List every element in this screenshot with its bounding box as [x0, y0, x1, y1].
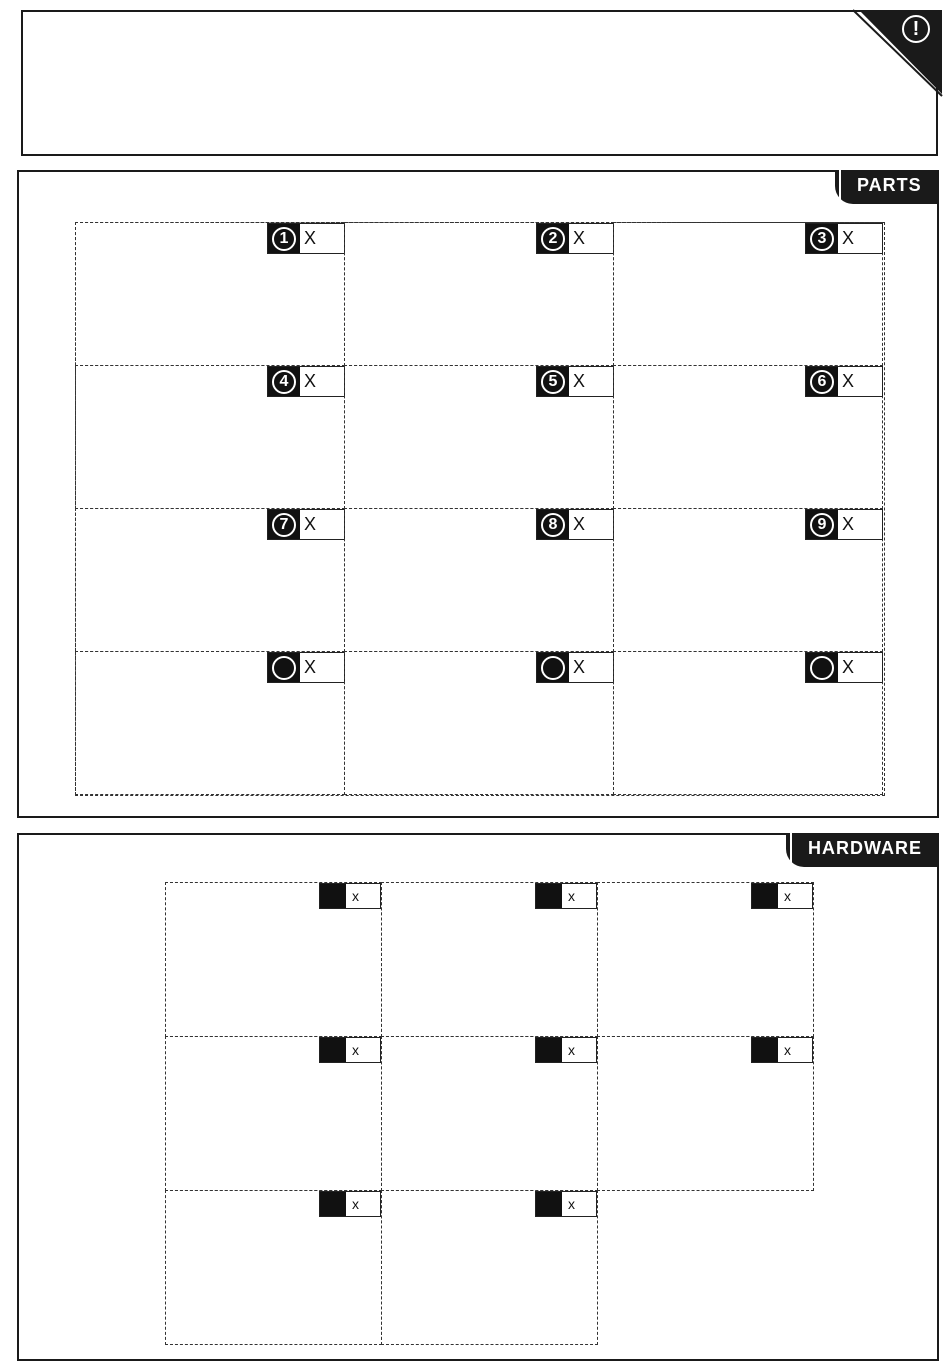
part-number: [810, 656, 834, 680]
short-bolt-icon: [686, 941, 736, 971]
hardware-number-badge: [320, 1192, 346, 1216]
part-cell: [344, 508, 614, 652]
exclamation-icon: [902, 15, 930, 43]
part-number: 3: [810, 227, 834, 251]
part-number-badge: [268, 653, 300, 682]
part-quantity-label: X: [573, 228, 586, 248]
leveling-foot-icon: [246, 1085, 306, 1151]
part-number-badge: [537, 510, 569, 539]
part-number-badge: [268, 510, 300, 539]
part-quantity-label: X: [573, 514, 586, 534]
exclamation-glyph: !: [912, 17, 920, 40]
part-number-badge: [806, 367, 838, 396]
handle-icon: [238, 1231, 320, 1281]
part-quantity-label: X: [842, 371, 855, 391]
hardware-quantity-label: x: [784, 1042, 791, 1058]
hardware-quantity-label: x: [568, 1042, 575, 1058]
part-quantity-box: [536, 223, 614, 254]
hardware-quantity-label: x: [568, 1196, 575, 1212]
parts-section: [17, 170, 939, 818]
hardware-section: [17, 833, 939, 1361]
notice-box: [21, 10, 938, 156]
drawer-front-icon: [714, 557, 800, 615]
cross-brace-icon: [381, 577, 581, 597]
allen-key-icon: [221, 935, 339, 985]
part-quantity-box: [536, 652, 614, 683]
part-number-badge: [537, 653, 569, 682]
part-number: 8: [541, 513, 565, 537]
part-number: [541, 656, 565, 680]
hardware-cell: [165, 1190, 382, 1345]
part-quantity-label: X: [842, 657, 855, 677]
hardware-quantity-box: [751, 1037, 813, 1063]
hardware-number-badge: [536, 1038, 562, 1062]
double-frame-icon: [465, 376, 505, 496]
panel-icon: [131, 280, 301, 328]
hardware-cell: [381, 1190, 598, 1345]
hardware-number-badge: [320, 884, 346, 908]
part-cell: [613, 508, 883, 652]
parts-title: PARTS: [835, 170, 939, 204]
hardware-quantity-box: [319, 1037, 381, 1063]
part-number: 7: [272, 513, 296, 537]
part-number-badge: [268, 224, 300, 253]
part-quantity-label: X: [842, 228, 855, 248]
part-number: 2: [541, 227, 565, 251]
part-cell: [75, 365, 345, 509]
part-number-badge: [806, 224, 838, 253]
part-number: 1: [272, 227, 296, 251]
hardware-number-badge: [752, 884, 778, 908]
hardware-quantity-label: x: [352, 888, 359, 904]
wood-screw-icon: [452, 1253, 544, 1271]
part-quantity-label: X: [573, 371, 586, 391]
part-cell: [344, 222, 614, 366]
part-number-badge: [537, 224, 569, 253]
part-quantity-box: [267, 366, 345, 397]
hardware-quantity-box: [319, 1191, 381, 1217]
part-number-badge: [806, 653, 838, 682]
hardware-cell: [165, 882, 382, 1037]
part-number-badge: [537, 367, 569, 396]
part-cell: [344, 365, 614, 509]
hardware-quantity-box: [319, 883, 381, 909]
wall-anchor-icon: [678, 1095, 768, 1123]
side-frame-icon: [724, 243, 778, 353]
part-cell: [75, 508, 345, 652]
hardware-title: HARDWARE: [786, 833, 939, 867]
hardware-cell: [597, 882, 814, 1037]
part-quantity-box: [267, 223, 345, 254]
part-quantity-label: X: [842, 514, 855, 534]
part-cell: [344, 651, 614, 795]
hardware-number-badge: [536, 1192, 562, 1216]
hardware-quantity-label: x: [568, 888, 575, 904]
part-cell: [613, 222, 883, 366]
part-number: 6: [810, 370, 834, 394]
ladder-frame-icon: [196, 388, 228, 508]
rail-icon: [686, 388, 806, 494]
hardware-quantity-label: x: [784, 888, 791, 904]
part-quantity-box: [805, 509, 883, 540]
part-quantity-box: [267, 652, 345, 683]
part-number: 9: [810, 513, 834, 537]
hardware-cell: [381, 1036, 598, 1191]
part-quantity-box: [805, 223, 883, 254]
part-quantity-label: X: [304, 514, 317, 534]
hardware-number-badge: [536, 884, 562, 908]
hardware-quantity-box: [535, 883, 597, 909]
flange-bolt-icon: [470, 941, 514, 969]
part-cell: [613, 651, 883, 795]
part-cell: [75, 651, 345, 795]
hardware-quantity-box: [535, 1191, 597, 1217]
hardware-cell: [381, 882, 598, 1037]
part-quantity-box: [536, 509, 614, 540]
hardware-number-badge: [320, 1038, 346, 1062]
part-quantity-box: [536, 366, 614, 397]
part-quantity-label: X: [304, 371, 317, 391]
part-number: 5: [541, 370, 565, 394]
part-number: [272, 656, 296, 680]
part-number: 4: [272, 370, 296, 394]
hardware-quantity-box: [751, 883, 813, 909]
part-quantity-box: [805, 366, 883, 397]
part-quantity-label: X: [304, 657, 317, 677]
hardware-quantity-label: x: [352, 1196, 359, 1212]
sheet-icon: [684, 678, 804, 748]
part-quantity-box: [267, 509, 345, 540]
hardware-quantity-box: [535, 1037, 597, 1063]
hardware-cell: [165, 1036, 382, 1191]
part-quantity-box: [805, 652, 883, 683]
sheet-icon: [437, 688, 533, 758]
part-number-badge: [806, 510, 838, 539]
hardware-number-badge: [752, 1038, 778, 1062]
part-quantity-label: X: [304, 228, 317, 248]
hardware-quantity-label: x: [352, 1042, 359, 1058]
part-quantity-label: X: [573, 657, 586, 677]
long-bolt-icon: [458, 1097, 536, 1121]
part-number-badge: [268, 367, 300, 396]
part-cell: [613, 365, 883, 509]
drawer-front-icon: [156, 692, 268, 762]
rail-icon: [124, 541, 264, 647]
hardware-cell: [597, 1036, 814, 1191]
part-cell: [75, 222, 345, 366]
ladder-frame-icon: [475, 245, 507, 365]
